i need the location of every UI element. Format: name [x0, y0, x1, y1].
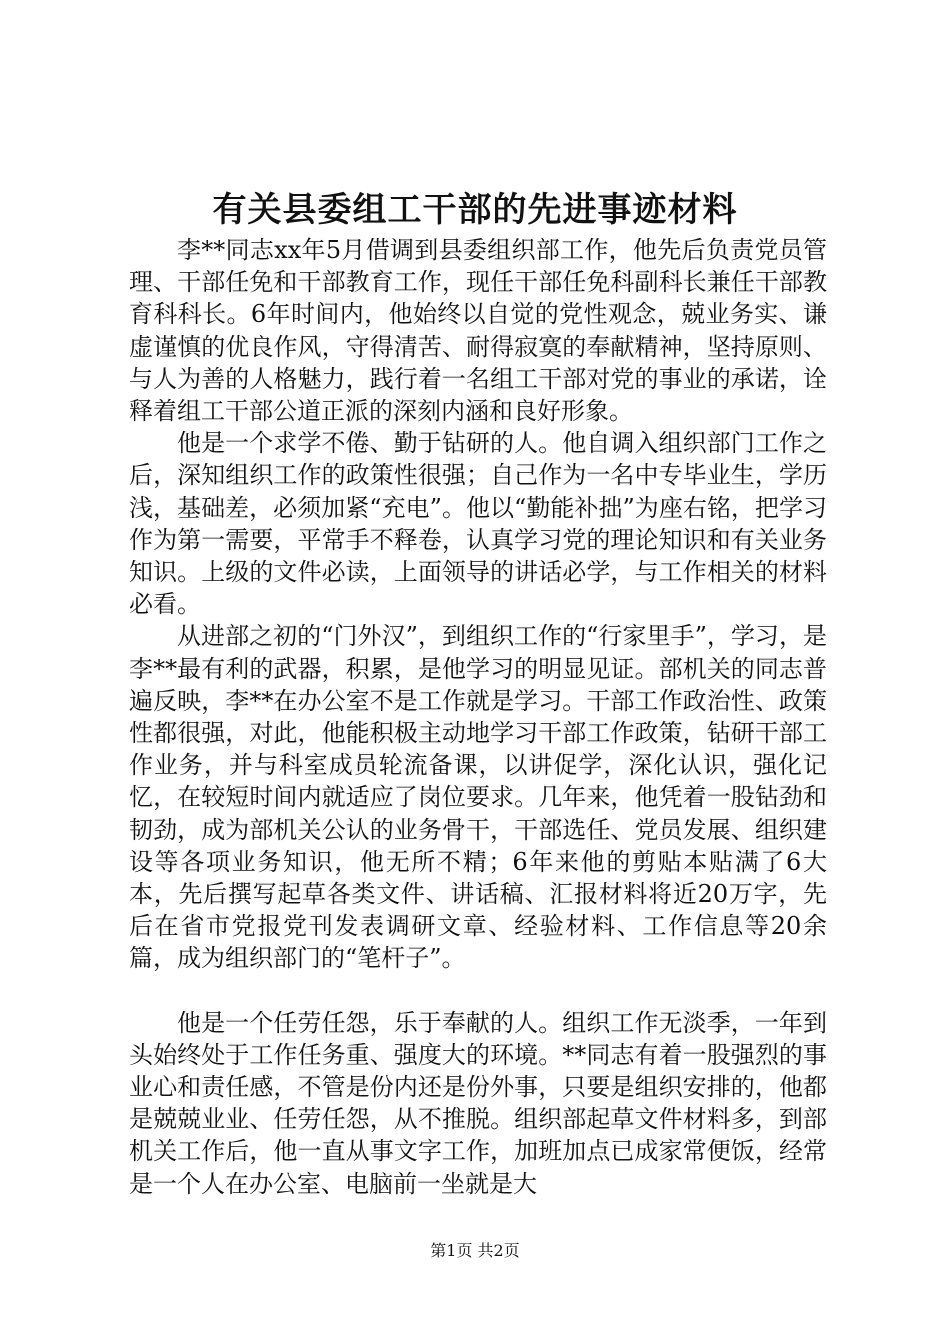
document-body: [129, 234, 827, 1200]
document-title: 有关县委组工干部的先进事迹材料: [212, 190, 738, 230]
paragraph-1: 李**同志xx年5月借调到县委组织部工作，他先后负责党员管理、干部任免和干部教育工作，现任干部任免科副科长兼任干部教育科科长。6年时间内，他始终以自觉的党性观念，兢业务实、谦虚谨慎的优良作风，守得清苦、耐得寂寞的奉献精神，坚持原则、与人为善的人格魅力，践行着一名组工干部对党的事业的承诺，诠释着组工干部公道正派的深刻内涵和良好形象。: [129, 236, 827, 426]
paragraph-3: 从进部之初的“门外汉”，到组织工作的“行家里手”，学习，是李**最有利的武器，积累，是他学习的明显见证。部机关的同志普遍反映，李**在办公室不是工作就是学习。干部工作政治性、政策性都很强，对此，他能积极主动地学习干部工作政策，钻研干部工作业务，并与科室成员轮流备课，以讲促学，深化认识，强化记忆，在较短时间内就适应了岗位要求。几年来，他凭着一股钻劲和韧劲，成为部机关公认的业务骨干，干部选任、党员发展、组织建设等各项业务知识，他无所不精；6年来他的剪贴本贴满了6大本，先后撰写起草各类文件、讲话稿、汇报材料将近20万字，先后在省市党报党刊发表调研文章、经验材料、工作信息等20余篇，成为组织部门的“笔杆子”。: [129, 622, 827, 973]
paragraph-2: 他是一个求学不倦、勤于钻研的人。他自调入组织部门工作之后，深知组织工作的政策性很强；自己作为一名中专毕业生，学历浅，基础差，必须加紧“充电”。他以“勤能补拙”为座右铭，把学习作为第一需要，平常手不释卷，认真学习党的理论知识和有关业务知识。上级的文件必读，上面领导的讲话必学，与工作相关的材料必看。: [129, 429, 827, 619]
paragraph-spacer: [129, 975, 827, 1007]
page-number-footer: 第1页 共2页: [430, 1241, 520, 1260]
paragraph-4: 他是一个任劳任怨，乐于奉献的人。组织工作无淡季，一年到头始终处于工作任务重、强度大的环境。**同志有着一股强烈的事业心和责任感，不管是份内还是份外事，只要是组织安排的，他都是兢兢业业、任劳任怨，从不推脱。组织部起草文件材料多，到部机关工作后，他一直从事文字工作，加班加点已成家常便饭，经常是一个人在办公室、电脑前一坐就是大: [129, 1008, 827, 1198]
